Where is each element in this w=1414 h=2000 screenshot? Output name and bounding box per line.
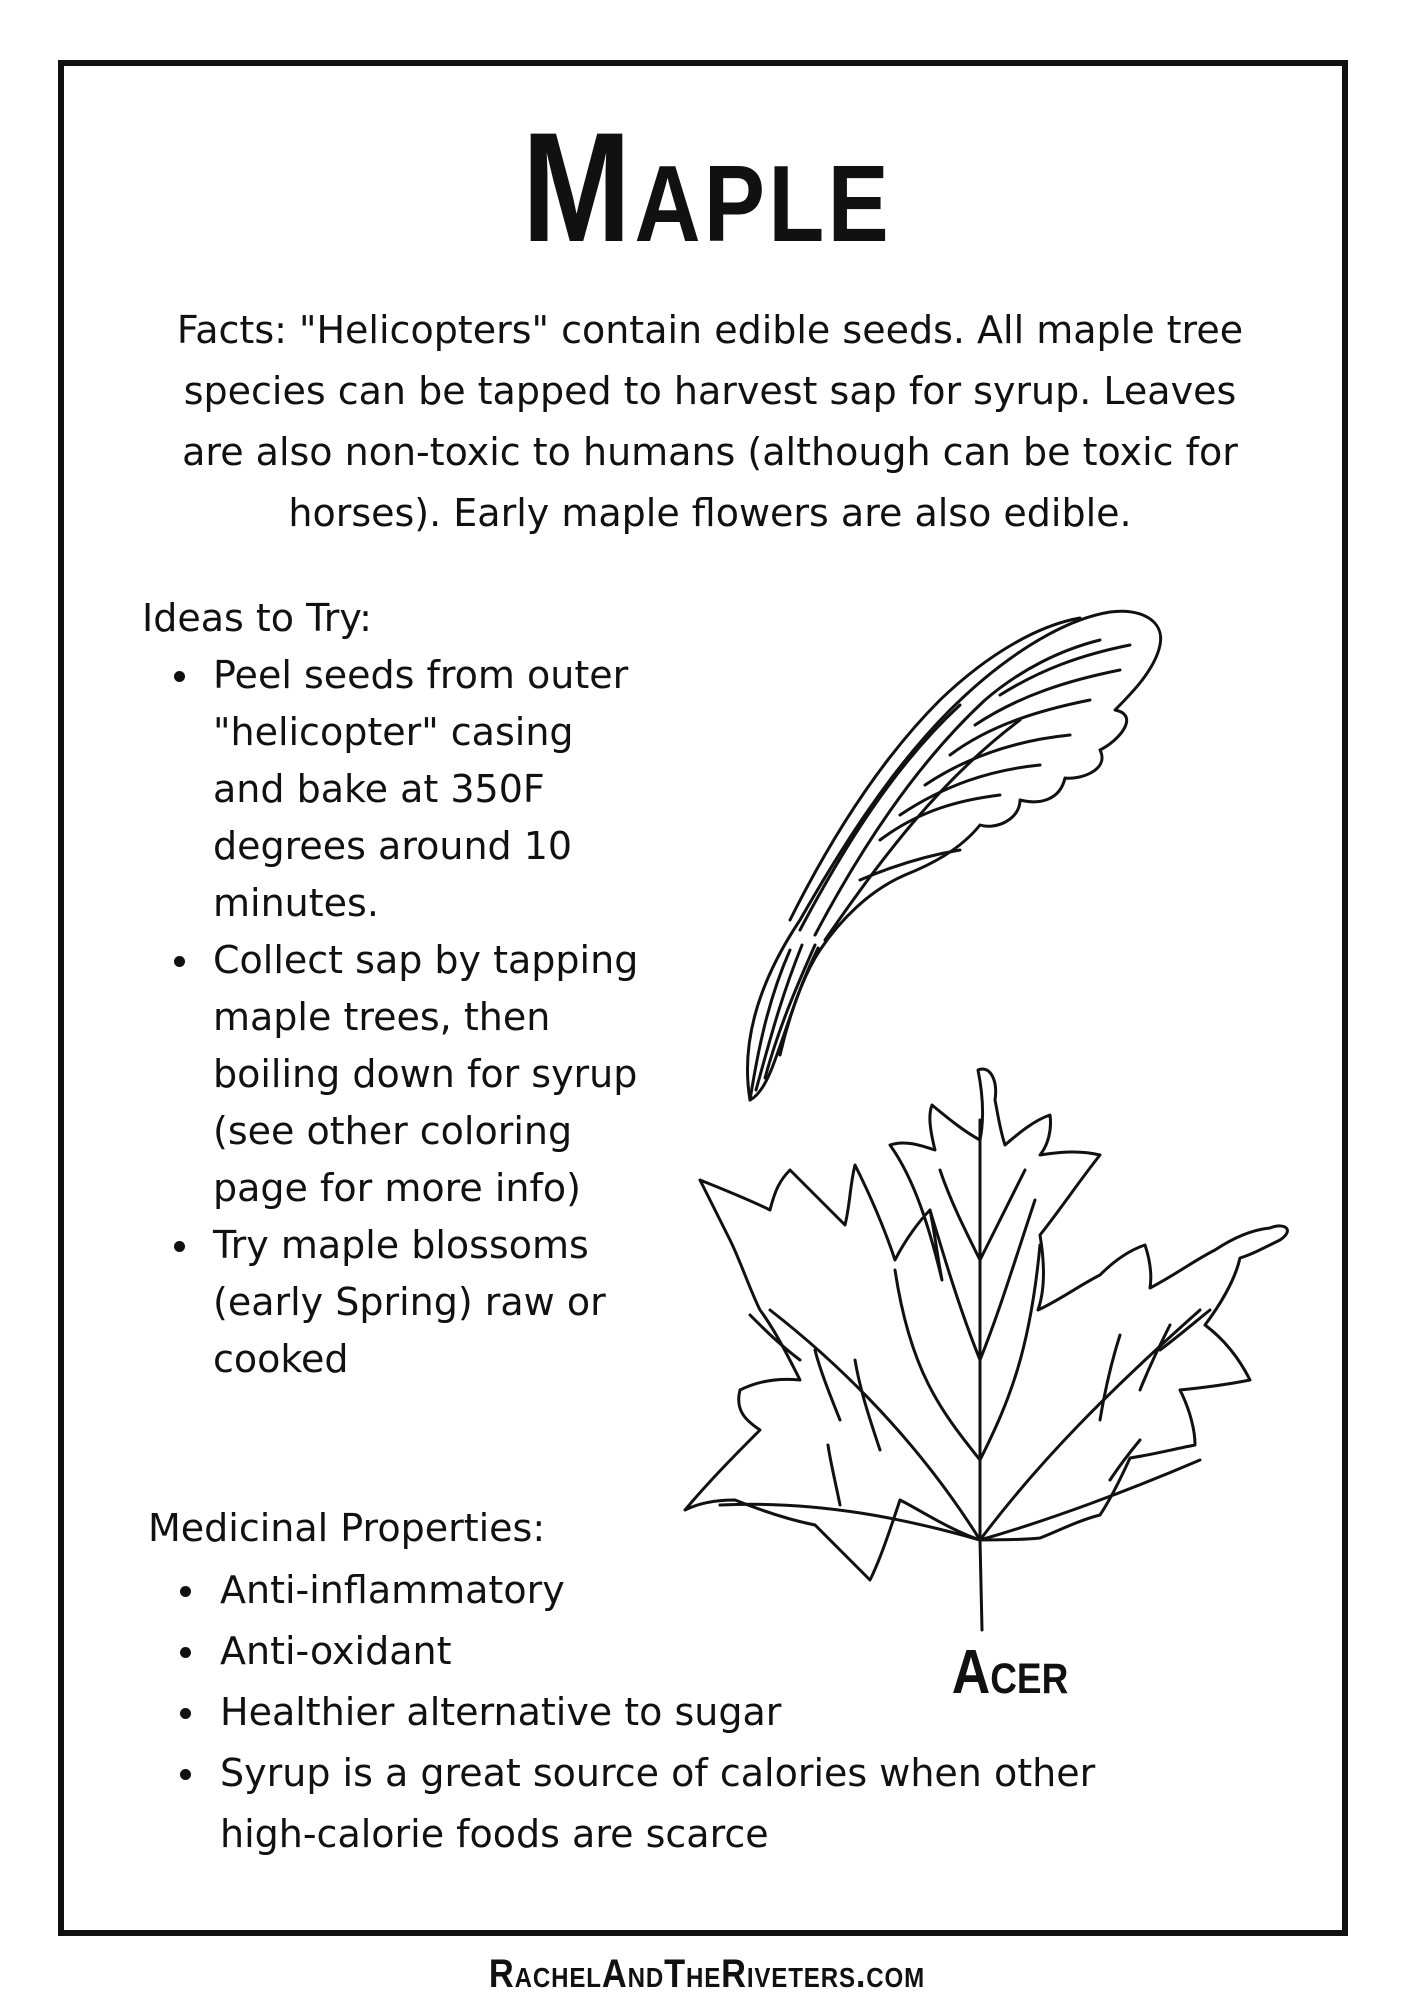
maple-seed-icon: [720, 600, 1180, 1120]
medicinal-heading: Medicinal Properties:: [148, 1506, 546, 1550]
list-item: Syrup is a great source of calories when other high-calorie foods are scarce: [176, 1743, 1160, 1865]
list-item: Peel seeds from outer "helicopter" casing and bake at 350F degrees around 10 minutes.: [170, 647, 640, 932]
list-item: Healthier alternative to sugar: [176, 1682, 1236, 1743]
medicinal-list: [176, 1560, 1236, 1865]
ideas-list: [170, 647, 640, 1388]
list-item: Collect sap by tapping maple trees, then boiling down for syrup (see other coloring page for more info): [170, 932, 640, 1217]
footer-website[interactable]: RachelAndTheRiveters.com: [488, 1952, 926, 1996]
page-title: Maple: [521, 101, 893, 275]
maple-leaf-icon: [680, 1060, 1320, 1640]
ideas-heading: Ideas to Try:: [142, 596, 372, 640]
illustration-label: Acer: [951, 1638, 1069, 1707]
list-item: Anti-oxidant: [176, 1621, 1236, 1682]
list-item: Try maple blossoms (early Spring) raw or cooked: [170, 1217, 640, 1388]
list-item: Anti-inflammatory: [176, 1560, 1236, 1621]
facts-paragraph: Facts: "Helicopters" contain edible seeds. All maple tree species can be tapped to harvest sap for syrup. Leaves are also non-toxic to humans (although can be toxic for horses). Early maple flowers are also edible.: [176, 308, 1244, 535]
